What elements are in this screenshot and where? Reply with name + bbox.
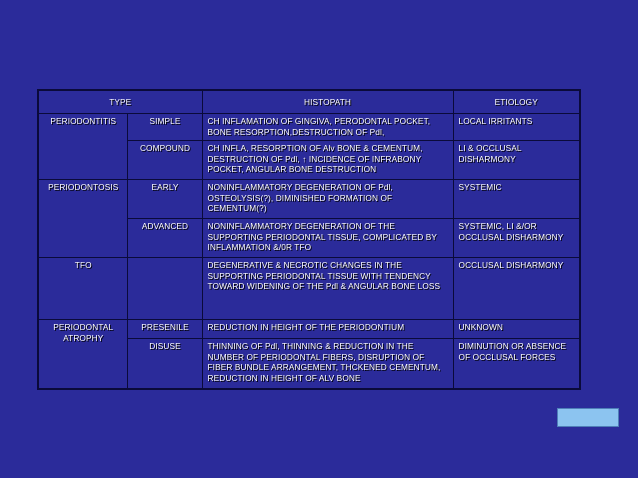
histopath-cell: NONINFLAMMATORY DEGENERATION OF Pdl, OSTEOLYSIS(?), DIMINISHED FORMATION OF CEMENTUM(?) bbox=[202, 180, 453, 219]
histopath-cell: DEGENERATIVE & NECROTIC CHANGES IN THE SUPPORTING PERIODONTAL TISSUE WITH TENDENCY TOWARD WIDENING OF THE Pdl & ANGULAR BONE LOSS bbox=[202, 258, 453, 320]
type-cell: TFO bbox=[38, 258, 127, 320]
subtype-cell: PRESENILE bbox=[127, 320, 202, 339]
table-row bbox=[38, 114, 580, 141]
header-etiology: ETIOLOGY bbox=[453, 90, 580, 114]
histopath-cell: REDUCTION IN HEIGHT OF THE PERIODONTIUM bbox=[202, 320, 453, 339]
etiology-cell: UNKNOWN bbox=[453, 320, 580, 339]
subtype-cell: EARLY bbox=[127, 180, 202, 219]
periodontal-disease-table bbox=[37, 89, 581, 390]
subtype-cell bbox=[127, 258, 202, 320]
histopath-cell: THINNING OF Pdl, THINNING & REDUCTION IN THE NUMBER OF PERIODONTAL FIBERS, DISRUPTION OF FIBER BUNDLE ARRANGEMENT, THCKENED CEMENTUM, REDUCTION IN HEIGHT OF ALV BONE bbox=[202, 339, 453, 389]
type-cell: PERIODONTITIS bbox=[38, 114, 127, 180]
subtype-cell: SIMPLE bbox=[127, 114, 202, 141]
histopath-cell: CH INFLA, RESORPTION OF Alv BONE & CEMENTUM, DESTRUCTION OF Pdl, ↑ INCIDENCE OF INFRABONY POCKET, ANGULAR BONE DESTRUCTION bbox=[202, 141, 453, 180]
type-cell: PERIODONTAL ATROPHY bbox=[38, 320, 127, 389]
header-type: TYPE bbox=[38, 90, 202, 114]
etiology-cell: DIMINUTION OR ABSENCE OF OCCLUSAL FORCES bbox=[453, 339, 580, 389]
table-row bbox=[38, 180, 580, 219]
etiology-cell: SYSTEMIC bbox=[453, 180, 580, 219]
histopath-cell: CH INFLAMATION OF GINGIVA, PERODONTAL POCKET, BONE RESORPTION,DESTRUCTION OF Pdl, bbox=[202, 114, 453, 141]
table-row bbox=[38, 320, 580, 339]
etiology-cell: LOCAL IRRITANTS bbox=[453, 114, 580, 141]
etiology-cell: SYSTEMIC, LI &/OR OCCLUSAL DISHARMONY bbox=[453, 219, 580, 258]
subtype-cell: DISUSE bbox=[127, 339, 202, 389]
slide-nav-button[interactable] bbox=[557, 408, 619, 427]
table-header-row bbox=[38, 90, 580, 114]
etiology-cell: OCCLUSAL DISHARMONY bbox=[453, 258, 580, 320]
subtype-cell: ADVANCED bbox=[127, 219, 202, 258]
histopath-cell: NONINFLAMMATORY DEGENERATION OF THE SUPPORTING PERIODONTAL TISSUE, COMPLICATED BY INFLAMMATION &/0R TFO bbox=[202, 219, 453, 258]
etiology-cell: LI & OCCLUSAL DISHARMONY bbox=[453, 141, 580, 180]
header-histopath: HISTOPATH bbox=[202, 90, 453, 114]
type-cell: PERIODONTOSIS bbox=[38, 180, 127, 258]
subtype-cell: COMPOUND bbox=[127, 141, 202, 180]
table-row bbox=[38, 258, 580, 320]
